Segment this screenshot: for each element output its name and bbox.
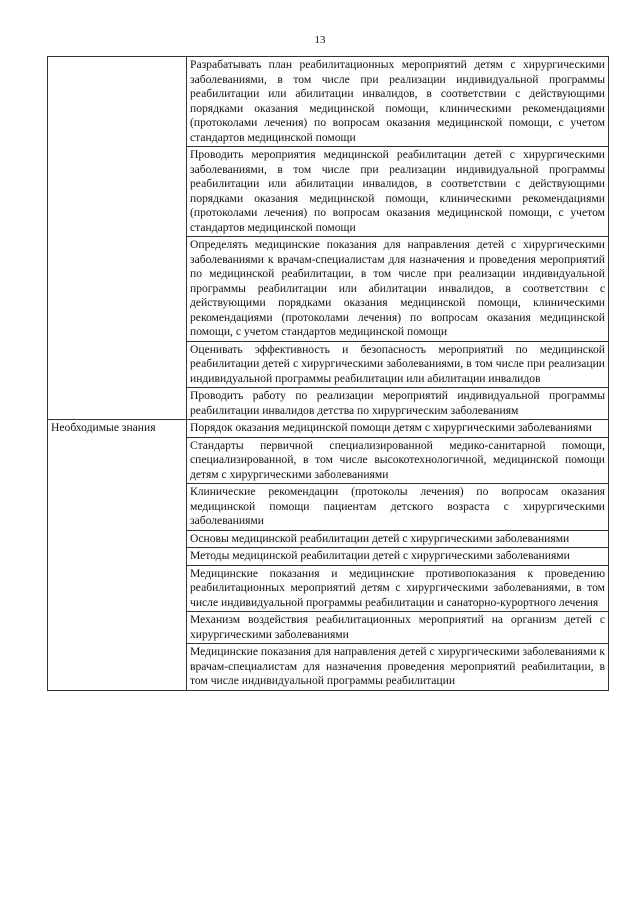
knowledge-item: Порядок оказания медицинской помощи детям с хирургическими заболеваниями — [187, 420, 609, 438]
knowledge-item: Основы медицинской реабилитации детей с хирургическими заболеваниями — [187, 530, 609, 548]
skill-item: Проводить мероприятия медицинской реабилитации детей с хирургическими заболеваниями, в том числе при реализации индивидуальной программы реабилитации или абилитации инвалидов, в соответствии с действующими порядками оказания медицинской помощи, клиническими рекомендациями (протоколами лечения) по вопросам оказания медицинской помощи, с учетом стандартов медицинской помощи — [187, 147, 609, 237]
table-row — [48, 57, 609, 147]
knowledge-item: Медицинские показания и медицинские противопоказания к проведению реабилитационных мероприятий детям с хирургическими заболеваниями, в том числе индивидуальной программы реабилитации и санаторно-курортного лечения — [187, 565, 609, 612]
skill-item: Разрабатывать план реабилитационных мероприятий детям с хирургическими заболеваниями, в том числе при реализации индивидуальной программы реабилитации или абилитации инвалидов, в соответствии с действующими порядками оказания медицинской помощи, клиническими рекомендациями (протоколами лечения) по вопросам оказания медицинской помощи, с учетом стандартов медицинской помощи — [187, 57, 609, 147]
knowledge-item: Медицинские показания для направления детей с хирургическими заболеваниями к врачам-специалистам для назначения проведения мероприятий реабилитации, в том числе индивидуальной программы реабилитации — [187, 644, 609, 691]
section-label-required-knowledge: Необходимые знания — [48, 420, 187, 691]
knowledge-item: Стандарты первичной специализированной медико-санитарной помощи, специализированной, в том числе высокотехнологичной, медицинской помощи детям с хирургическими заболеваниями — [187, 437, 609, 484]
competency-table — [47, 56, 609, 691]
table-row — [48, 420, 609, 438]
knowledge-item: Клинические рекомендации (протоколы лечения) по вопросам оказания медицинской помощи пациентам детского возраста с хирургическими заболеваниями — [187, 484, 609, 531]
knowledge-item: Механизм воздействия реабилитационных мероприятий на организм детей с хирургическими заболеваниями — [187, 612, 609, 644]
skill-item: Определять медицинские показания для направления детей с хирургическими заболеваниями к врачам-специалистам для назначения и проведения мероприятий по медицинской реабилитации, в том числе при реализации индивидуальной программы реабилитации или абилитации инвалидов, в соответствии с действующими порядками оказания медицинской помощи, клиническими рекомендациями (протоколами лечения) по вопросам оказания медицинской помощи, с учетом стандартов медицинской помощи — [187, 237, 609, 342]
page-number: 13 — [314, 34, 326, 46]
skill-item: Оценивать эффективность и безопасность мероприятий по медицинской реабилитации детей с хирургическими заболеваниями, в том числе при реализации индивидуальной программы реабилитации или абилитации инвалидов — [187, 341, 609, 388]
section-label — [48, 57, 187, 420]
skill-item: Проводить работу по реализации мероприятий индивидуальной программы реабилитации инвалидов детства по хирургическим заболеваниям — [187, 388, 609, 420]
knowledge-item: Методы медицинской реабилитации детей с хирургическими заболеваниями — [187, 548, 609, 566]
